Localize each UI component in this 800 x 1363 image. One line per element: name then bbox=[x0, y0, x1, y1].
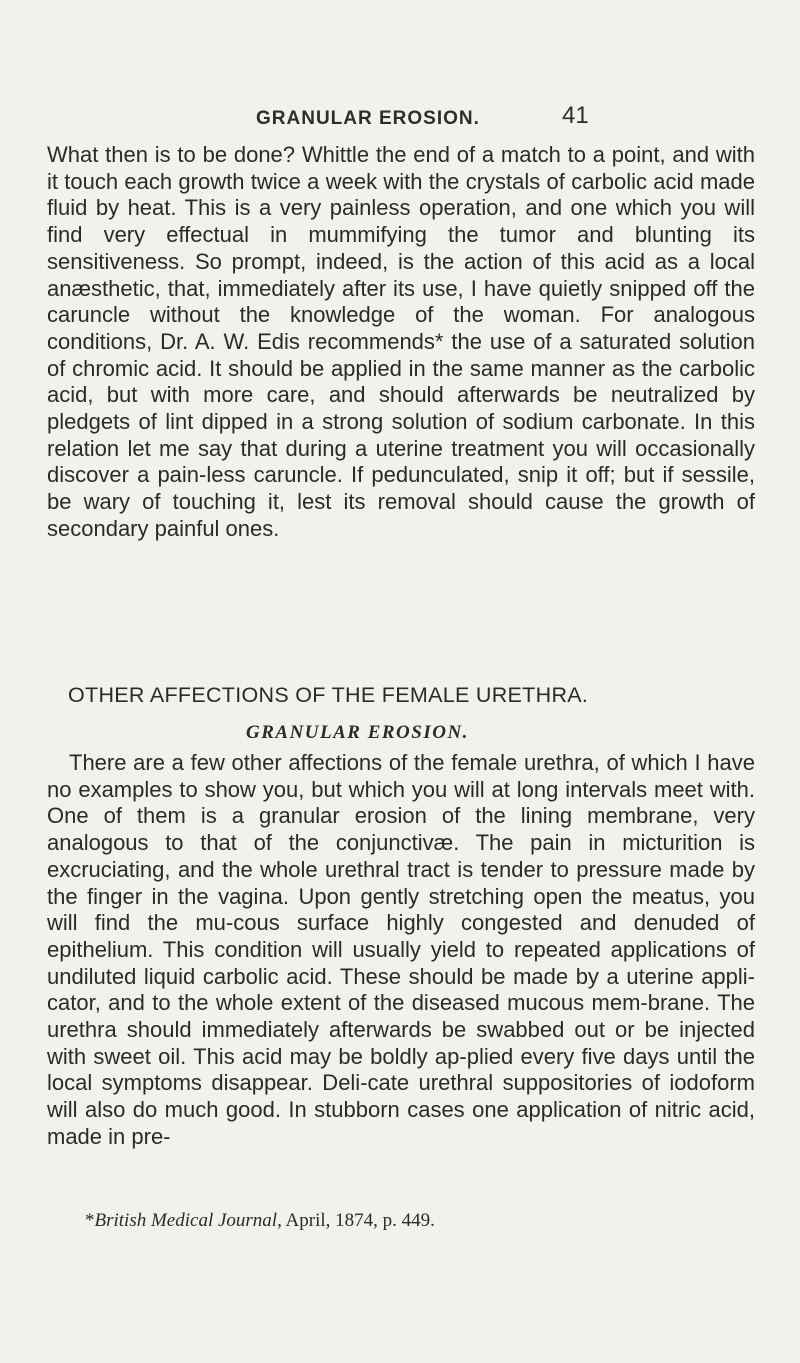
paragraph-granular-erosion: There are a few other affections of the female urethra, of which I have no examples to show you, but which you will at long intervals meet with. One of them is a granular erosion of the lining membrane, very analogous to that of the conjunctivæ. The pain in micturition is excruciating, and the whole urethral tract is tender to pressure made by the finger in the vagina. Upon gently stretching open the meatus, you will find the mu-cous surface highly congested and denuded of epithelium. This condition will usually yield to repeated applications of undiluted liquid carbolic acid. These should be made by a uterine appli-cator, and to the whole extent of the diseased mucous mem-brane. The urethra should immediately afterwards be swabbed out or be injected with sweet oil. This acid may be boldly ap-plied every five days until the local symptoms disappear. Deli-cate urethral suppositories of iodoform will also do much good. In stubborn cases one application of nitric acid, made in pre- bbox=[47, 750, 755, 1149]
footnote bbox=[85, 1210, 435, 1232]
subsection-heading: GRANULAR EROSION. bbox=[246, 722, 469, 743]
page-number: 41 bbox=[562, 102, 589, 129]
paragraph-treatment: What then is to be done? Whittle the end of a match to a point, and with it touch each growth twice a week with the crystals of carbolic acid made fluid by heat. This is a very painless operation, and one which you will find very effectual in mummifying the tumor and blunting its sensitiveness. So prompt, indeed, is the action of this acid as a local anæsthetic, that, immediately after its use, I have quietly snipped off the caruncle without the knowledge of the woman. For analogous conditions, Dr. A. W. Edis recommends* the use of a saturated solution of chromic acid. It should be applied in the same manner as the carbolic acid, but with more care, and should afterwards be neutralized by pledgets of lint dipped in a strong solution of sodium carbonate. In this relation let me say that during a uterine treatment you will occasionally discover a pain-less caruncle. If pedunculated, snip it off; but if sessile, be wary of touching it, lest its removal should cause the growth of secondary painful ones. bbox=[47, 142, 755, 541]
footnote-journal: British Medical Journal, bbox=[94, 1210, 282, 1231]
footnote-marker: * bbox=[85, 1210, 95, 1231]
footnote-citation: April, 1874, p. 449. bbox=[281, 1210, 435, 1231]
running-head: GRANULAR EROSION. bbox=[256, 108, 480, 129]
section-heading: OTHER AFFECTIONS OF THE FEMALE URETHRA. bbox=[68, 683, 589, 707]
